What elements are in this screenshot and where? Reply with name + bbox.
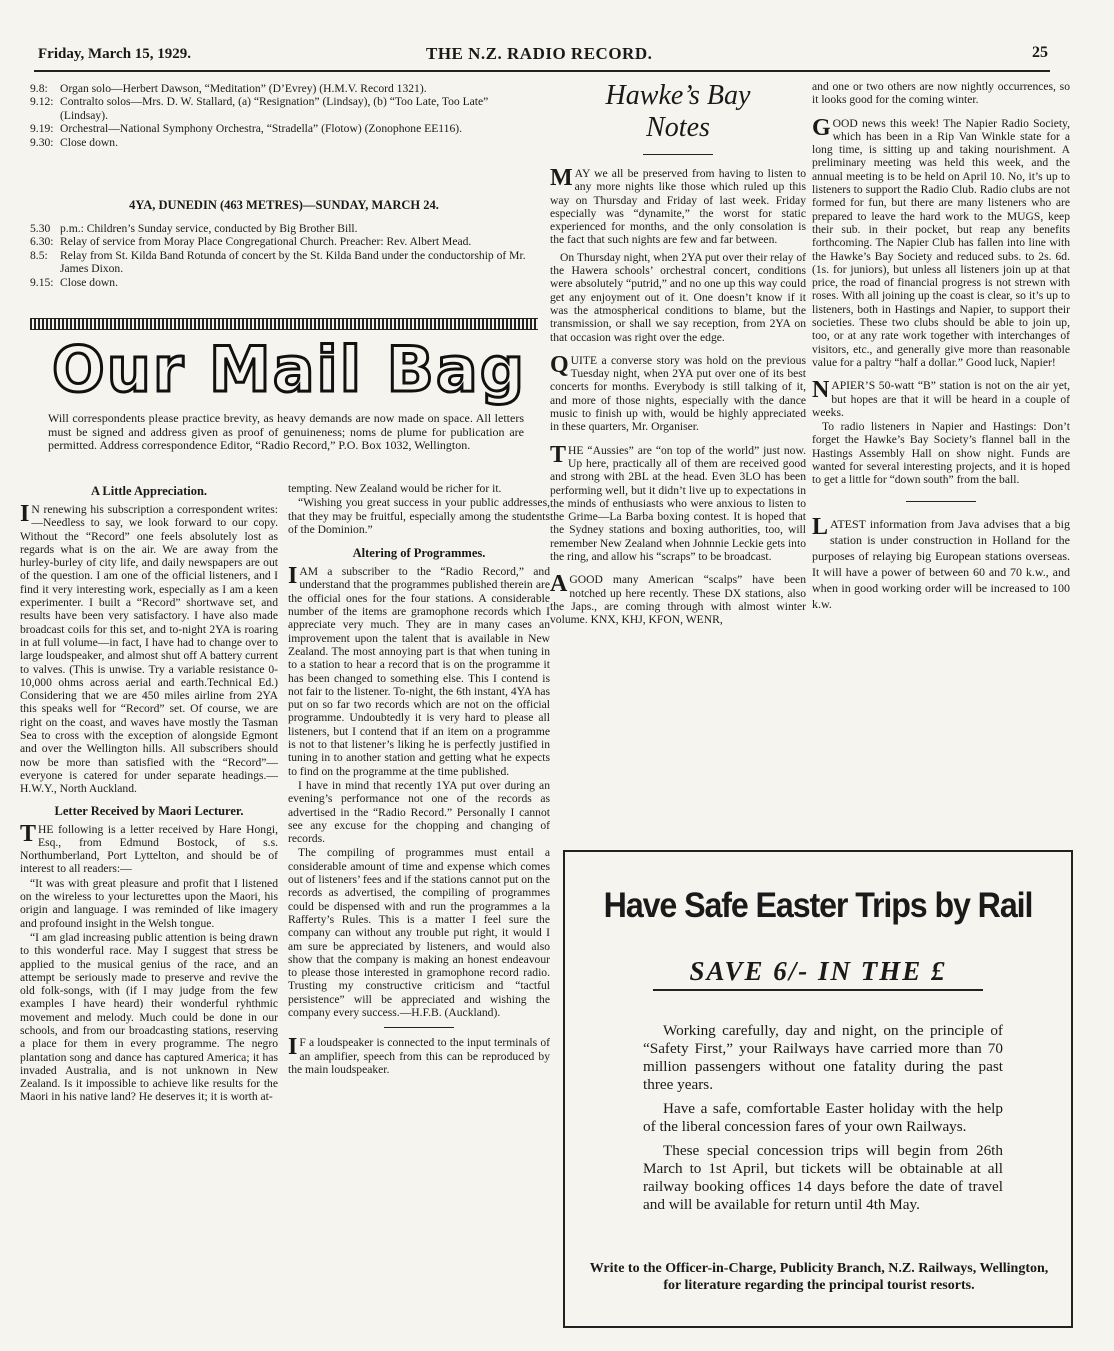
article-paragraph: GOOD news this week! The Napier Radio Society, which has been in a Rip Van Winkle state for a long time, is sitting up and taking nourishment. A preliminary meeting was held this week, and the annual meeting is to be held on April 10. No, it’s up to listeners to support the Radio Club. Radio clubs are not formed for fun, but there are many listeners who are prepared to leave the hard work to the MUGS, keep their sub. in their pocket, but reap any benefits forthcoming. The Napier Club has fallen into line with the Hawke’s Bay Society and reduced subs. to 2s. 6d. (1s. for juniors), but unless all listeners join up at that price, the road of financial progress is not strewn with roses. With all joining up the coast is clear, so it’s up to listeners, both in Hastings and Napier, to support their societies. These two clubs should be able to join up, too, or at any rate work together with interchanges of visitors, etc., and generally give more than reasonable value for a paltry “half a dollar.” Good luck, Napier! <box>812 114 1070 369</box>
column-2 <box>288 482 550 1077</box>
programme-item: 9.8: Organ solo—Herbert Dawson, “Meditation” (D’Evrey) (H.M.V. Record 1321). <box>30 82 427 95</box>
ad-paragraph: Working carefully, day and night, on the principle of “Safety First,” your Railways have carried more than 70 million passengers without one fatality during the past three years. <box>643 1022 1003 1093</box>
hawkes-bay-column <box>550 80 806 628</box>
article-paragraph: AGOOD many American “scalps” have been notched up here recently. These DX stations, also the Japs., are coming through with almost winter volume. KNX, KHJ, KFON, WENR, <box>550 571 806 627</box>
article-paragraph: To radio listeners in Napier and Hastings: Don’t forget the Hawke’s Bay Society’s flannel ball in the Hastings Assembly Hall on show night. Funds are wanted for several interesting projects, and it is hoped to get a little for “down south” from the ball. <box>812 420 1070 487</box>
ad-footer: Write to the Officer-in-Charge, Publicity Branch, N.Z. Railways, Wellington, for literature regarding the principal tourist resorts. <box>589 1261 1049 1293</box>
ad-paragraph: Have a safe, comfortable Easter holiday with the help of the liberal concession fares of your own Railways. <box>643 1100 1003 1135</box>
article-paragraph: “Wishing you great success in your public addresses, that they may be fruitful, especially among the students of the Dominion.” <box>288 496 550 536</box>
article-heading: A Little Appreciation. <box>90 484 208 498</box>
divider <box>906 501 976 502</box>
programme-item: 5.30 p.m.: Children’s Sunday service, conducted by Big Brother Bill. <box>30 222 358 235</box>
article-paragraph: LATEST information from Java advises that a big station is under construction in Holland for the purposes of relaying big European stations overseas. It will have a power of between 60 and 70 k.w., and when in good working order will be increased to 100 k.w. <box>812 513 1070 611</box>
programme-item: 9.30: Close down. <box>30 135 118 149</box>
article-paragraph: IN renewing his subscription a correspondent writes:—Needless to say, we look forward to our copy. Without the “Record” one feels absolutely lost as regards what is on the air. We are away from the hurley-burley of city life, and daily newspapers are out of the question. I am one of the official listeners, and I find it very interesting work, especially as I am a keen experimenter. I built a “Record” shortwave set, and results have been very satisfactory. I have also made broadcast coils for this set, and to-night 2YA is roaring in at full volume—in fact, I have had to change over to large loudspeaker, and almost shut off A battery current to valves. (This is unwise. Try a variable resistance 0-10,000 ohms across aerial and earth.Technical Ed.) Considering that we are 450 miles airline from 2YA this speaks well for “Record” set. Of course, we are right on the coast, and waves have mostly the Tasman Sea to cross with the exception of alongside Egmont and over the Wellington hills. All subscribers should now be more than satisfied with the “Record”—everyone is catered for under separate headings.—H.W.Y., North Auckland. <box>20 501 278 796</box>
article-paragraph: On Thursday night, when 2YA put over their relay of the Hawera schools’ orchestral concert, conditions were absolutely “putrid,” and no one up this way could get any enjoyment out of it. One doesn’t know if it was the atmospherical conditions to blame, but the transmission, or shall we say reception, from 2YA on that occasion was right over the edge. <box>550 250 806 344</box>
railway-advertisement <box>563 850 1073 1328</box>
article-paragraph: THE “Aussies” are “on top of the world” just now. Up here, practically all of them are received good and strong with 2BL at the head. Even 3LO has been performing well, but it didn’t live up to expectations in the minds of enthusiasts who were anxious to listen to the Grime—La Barba boxing contest. It is hoped that the Sydney stations and boxing authorities, too, will remember New Zealand when Johnnie Leckie gets into the ring, and allow his “scraps” to be broadcast. <box>550 441 806 564</box>
programme-item: 8.5: Relay from St. Kilda Band Rotunda of concert by the St. Kilda Band under the conductorship of Mr. James Dixon. <box>30 248 526 276</box>
article-paragraph: “It was with great pleasure and profit that I listened on the wireless to your lecturettes upon the Maori, his origin and language. I was reminded of like imagery and profound insight in the Welsh tongue. <box>20 876 278 930</box>
column-4 <box>812 80 1070 613</box>
article-paragraph: NAPIER’S 50-watt “B” station is not on the air yet, but hopes are that it will be heard in a couple of weeks. <box>812 377 1070 419</box>
programme-item: 9.19: Orchestral—National Symphony Orchestra, “Stradella” (Flotow) (Zonophone EE116). <box>30 122 463 136</box>
article-paragraph: THE following is a letter received by Hare Hongi, Esq., from Edmund Bostock, of s.s. Northumberland, Port Lyttelton, and should be of interest to all readers:— <box>20 820 278 876</box>
programme-list <box>30 82 538 149</box>
mailbag-title: Our Mail Bag <box>52 333 527 406</box>
article-paragraph: “I am glad increasing public attention is being drawn to this wonderful race. May I suggest that stress be applied to the musical genius of the race, and an attempt be seriously made to preserve and revive the old folk-songs, with (if I may judge from the few examples I have heard) their wonderful ryhthmic movement and melody. Much could be done in our schools, and from our broadcasting stations, reserving a place for them in every programme. The negro plantation song and dance has captured America; it has invaded Australia, and is not unknown in New Zealand. Is it impossible to achieve like results for the Maori in his native land? He deserves it; it is worth at- <box>20 930 278 1104</box>
decorative-band <box>30 318 538 330</box>
article-paragraph: I have in mind that recently 1YA put over during an evening’s performance not one of the records as advertised in the “Radio Record.” Personally I cannot see any excuse for the chopping and changing of records. <box>288 778 550 846</box>
page-number: 25 <box>1032 44 1048 61</box>
column-1 <box>20 478 278 1105</box>
ad-paragraph: These special concession trips will begin from 26th March to 1st April, but tickets will be obtainable at all railway booking offices 14 days before the date of travel and will be available for return until 4th May. <box>643 1142 1003 1213</box>
article-paragraph: and one or two others are now nightly occurrences, so it looks good for the coming winter. <box>812 80 1070 107</box>
issue-date: Friday, March 15, 1929. <box>38 46 192 62</box>
article-paragraph: IAM a subscriber to the “Radio Record,” and understand that the programmes published therein are the official ones for the four stations. A considerable number of the items are gramophone records which I appreciate very much. They are in many cases an improvement upon the talent that is available in New Zealand. The most annoying part is that when tuning in to a station to hear a record that is on the programme it has been changed to something else. This I contend is not fair to the listener. To-night, the 6th instant, 4YA has put on so far two records which are not on the official programme. Undoubtedly it is very hard to please all listeners, but I contend that if an item on a programme is not to that listener’s liking he is perfectly justified in tuning in to another station and getting what he expects to find on the programme at the time published. <box>288 563 550 778</box>
ad-subheadline: SAVE 6/- IN THE £ <box>653 956 983 991</box>
article-paragraph: MAY we all be preserved from having to listen to any more nights like those which ruled up this way on Thursday and Friday of last week. Friday especially was “dynamite,” the worst for static experienced for months, and the only consolation is the fact that such nights are few and far between. <box>550 165 806 247</box>
programme-item: 6.30: Relay of service from Moray Place Congregational Church. Preacher: Rev. Albert Mead. <box>30 235 472 249</box>
publication-title: THE N.Z. RADIO RECORD. <box>426 44 653 63</box>
dunedin-programme <box>30 222 538 289</box>
mailbag-intro: Will correspondents please practice brevity, as heavy demands are now made on space. All letters must be signed and address given as proof of genuineness; noms de plume for publication are permitted. Address correspondence Editor, “Radio Record,” P.O. Box 1032, Wellington. <box>48 411 524 452</box>
header-rule <box>34 70 1050 72</box>
dunedin-heading: 4YA, DUNEDIN (463 METRES)—SUNDAY, MARCH 24. <box>129 198 439 212</box>
page-header <box>38 44 1048 68</box>
ad-body <box>643 1022 1003 1214</box>
article-heading: Altering of Programmes. <box>352 546 486 561</box>
article-paragraph: QUITE a converse story was hold on the previous Tuesday night, when 2YA put over one of its best concerts for months. Everybody is still talking of it, and more of those nights, especially with the dance music to finish up with, would be highly appreciated in these quarters, Mr. Organiser. <box>550 351 806 434</box>
article-heading: Letter Received by Maori Lecturer. <box>54 803 244 818</box>
programme-item: 9.12: Contralto solos—Mrs. D. W. Stallard, (a) “Resignation” (Lindsay), (b) “Too Late, Too Late” (Lindsay). <box>30 95 489 122</box>
mailbag-banner <box>30 332 538 410</box>
article-paragraph: The compiling of programmes must entail a considerable amount of time and expense which comes out of listeners’ fees and if the stations cannot put on the records as advertised, the compiling of programmes could be dispensed with and run the programmes a la Rafferty’s Rules. This is a matter I feel sure the company can without any trouble put right, it would I am sure be appreciated by listeners, and would also show that the company is making an honest endeavour to please those interested in gramophone record radio. Trusting my constructive criticism and “tactful persistence” will be appreciated and wishing the company every success.—H.F.B. (Auckland). <box>288 846 550 1019</box>
article-paragraph: IF a loudspeaker is connected to the input terminals of an amplifier, speech from this can be reproduced by the main loudspeaker. <box>288 1034 550 1076</box>
ad-headline: Have Safe Easter Trips by Rail <box>603 886 1033 925</box>
divider <box>643 154 713 155</box>
article-paragraph: tempting. New Zealand would be richer for it. <box>288 482 502 495</box>
programme-item: 9.15: Close down. <box>30 275 118 289</box>
hawkes-bay-title: Hawke’s Bay Notes <box>605 80 751 143</box>
divider <box>384 1027 454 1028</box>
